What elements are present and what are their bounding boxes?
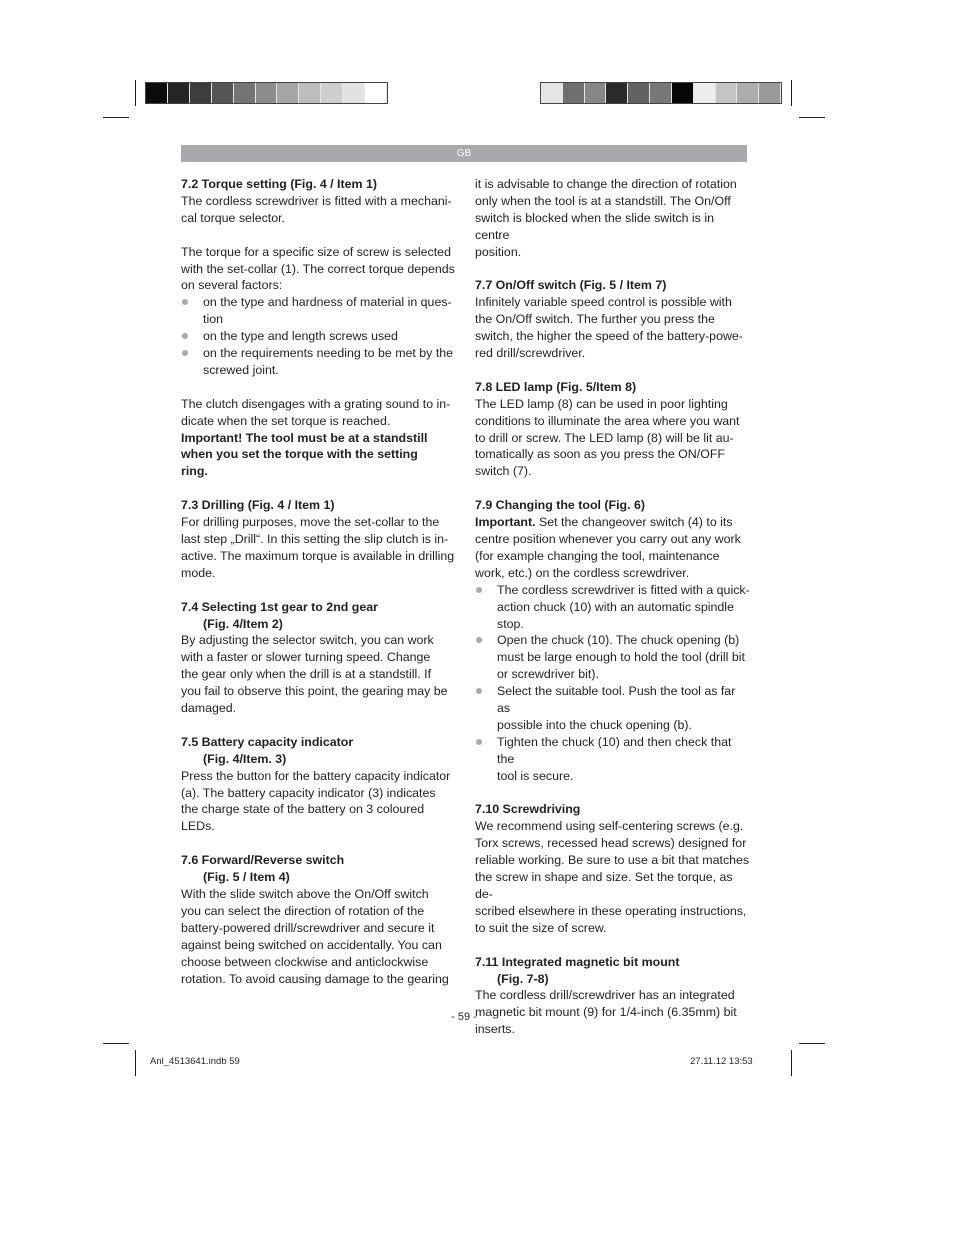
body-line: choose between clockwise and anticlockwise (181, 954, 429, 969)
color-swatch (321, 83, 343, 103)
color-swatch (563, 83, 585, 103)
body-line: switch (7). (475, 464, 532, 479)
body-line: active. The maximum torque is available in drilling (181, 548, 455, 563)
color-swatch (716, 83, 738, 103)
body-line: The LED lamp (8) can be used in poor lighting (475, 396, 728, 411)
body-line: The clutch disengages with a grating sound to in- (181, 396, 451, 411)
body-line: (for example changing the tool, maintenance (475, 548, 720, 563)
body-line: to suit the size of screw. (475, 920, 607, 935)
body-line: The cordless screwdriver is fitted with a mechani- (181, 193, 452, 208)
color-swatch (737, 83, 759, 103)
body-line: The cordless drill/screwdriver has an integrated (475, 988, 735, 1003)
right-column (475, 176, 751, 1038)
color-swatch (343, 83, 365, 103)
language-label: GB (456, 148, 472, 159)
body-line: mode. (181, 565, 216, 580)
body-line: on several factors: (181, 278, 283, 293)
bullet-list (181, 294, 456, 379)
left-column (181, 176, 456, 987)
color-swatch (365, 83, 387, 103)
body-line: Press the button for the battery capacity indicator (181, 768, 451, 783)
color-swatch (277, 83, 299, 103)
color-swatch (541, 83, 563, 103)
body-line: By adjusting the selector switch, you can work (181, 633, 434, 648)
body-line: last step „Drill“. In this setting the slip clutch is in- (181, 531, 449, 546)
section-heading-7-9: 7.9 Changing the tool (Fig. 6) (475, 498, 646, 513)
body-line: For drilling purposes, move the set-collar to the (181, 515, 440, 530)
body-line: Infinitely variable speed control is possible with (475, 295, 732, 310)
color-swatch (256, 83, 278, 103)
color-swatch (628, 83, 650, 103)
crop-mark (791, 80, 792, 106)
body-line: work, etc.) on the cordless screwdriver. (475, 565, 690, 580)
body-line: switch, the higher the speed of the battery-powe- (475, 329, 743, 344)
body-line: scribed elsewhere in these operating instructions, (475, 903, 747, 918)
page-number: - 59 - (451, 1011, 477, 1023)
body-line: battery-powered drill/screwdriver and secure it (181, 920, 435, 935)
body-line: only when the tool is at a standstill. The On/Off (475, 193, 731, 208)
body-line: conditions to illuminate the area where you want (475, 413, 740, 428)
section-heading-7-5: 7.5 Battery capacity indicator (Fig. 4/Item. 3) (181, 734, 354, 766)
color-swatch (585, 83, 607, 103)
color-swatch (146, 83, 168, 103)
color-swatch (694, 83, 716, 103)
section-heading-7-7: 7.7 On/Off switch (Fig. 5 / Item 7) (475, 278, 667, 293)
body-line: the gear only when the drill is at a standstill. If (181, 667, 432, 682)
body-line: reliable working. Be sure to use a bit that matches (475, 853, 750, 868)
color-bar-left (145, 82, 388, 104)
body-line: dicate when the set torque is reached. (181, 413, 391, 428)
color-swatch (672, 83, 694, 103)
color-bar-right (540, 82, 782, 104)
body-line: With the slide switch above the On/Off switch (181, 886, 429, 901)
body-line: you can select the direction of rotation of the (181, 903, 425, 918)
important-label: Important. (475, 515, 536, 530)
section-heading-7-3: 7.3 Drilling (Fig. 4 / Item 1) (181, 498, 335, 513)
crop-mark (135, 80, 136, 106)
body-line: damaged. (181, 701, 237, 716)
color-swatch (190, 83, 212, 103)
color-swatch (234, 83, 256, 103)
body-line: The torque for a specific size of screw is selected (181, 244, 451, 259)
body-line: LEDs. (181, 819, 215, 834)
section-heading-7-6: 7.6 Forward/Reverse switch (Fig. 5 / Item 4) (181, 853, 345, 885)
body-line: We recommend using self-centering screws (e.g. (475, 819, 744, 834)
color-swatch (168, 83, 190, 103)
language-header (181, 145, 747, 162)
crop-mark (791, 1050, 792, 1076)
body-line: (a). The battery capacity indicator (3) indicates (181, 785, 436, 800)
list-item: Tighten the chuck (10) and then check that the tool is secure. (475, 734, 751, 785)
list-item: on the requirements needing to be met by the screwed joint. (181, 345, 456, 379)
body-line: Important. Set the changeover switch (4) to its (475, 515, 733, 530)
body-line: inserts. (475, 1022, 515, 1037)
list-item: on the type and length screws used (181, 328, 456, 345)
list-item: The cordless screwdriver is fitted with a quick- action chuck (10) with an automatic spindle stop. (475, 582, 751, 633)
body-line: the charge state of the battery on 3 coloured (181, 802, 425, 817)
body-line: the On/Off switch. The further you press the (475, 312, 715, 327)
body-line: Torx screws, recessed head screws) designed for (475, 836, 747, 851)
important-note: Important! The tool must be at a standstill when you set the torque with the setting ring. (181, 430, 428, 479)
body-line: to drill or screw. The LED lamp (8) will be lit au- (475, 430, 734, 445)
print-slug-date: 27.11.12 13:53 (690, 1056, 753, 1067)
body-line: switch is blocked when the slide switch is in centre (475, 210, 714, 242)
list-item: Select the suitable tool. Push the tool as far as possible into the chuck opening (b). (475, 683, 751, 734)
crop-mark (103, 1043, 129, 1044)
body-line: you fail to observe this point, the gearing may be (181, 684, 448, 699)
body-line: the screw in shape and size. Set the torque, as de- (475, 870, 733, 901)
body-line: position. (475, 244, 522, 259)
body-line: tomatically as soon as you press the ON/OFF (475, 447, 725, 462)
crop-mark (135, 1050, 136, 1076)
body-line: against being switched on accidentally. You can (181, 937, 442, 952)
body-line: it is advisable to change the direction of rotation (475, 177, 737, 191)
body-line: magnetic bit mount (9) for 1/4-inch (6.35mm) bit (475, 1005, 737, 1020)
section-heading-7-2: 7.2 Torque setting (Fig. 4 / Item 1) (181, 177, 377, 191)
section-heading-7-11: 7.11 Integrated magnetic bit mount (Fig. 7-8) (475, 954, 680, 986)
bullet-list (475, 582, 751, 785)
color-swatch (759, 83, 781, 103)
body-line: red drill/screwdriver. (475, 346, 586, 361)
section-heading-7-10: 7.10 Screwdriving (475, 802, 581, 817)
color-swatch (212, 83, 234, 103)
color-swatch (299, 83, 321, 103)
body-line: centre position whenever you carry out any work (475, 531, 741, 546)
crop-mark (103, 117, 129, 118)
body-line: with the set-collar (1). The correct torque depends (181, 261, 455, 276)
body-line: rotation. To avoid causing damage to the gearing (181, 971, 449, 986)
crop-mark (799, 117, 825, 118)
crop-mark (799, 1043, 825, 1044)
body-line: cal torque selector. (181, 210, 286, 225)
body-line: with a faster or slower turning speed. Change (181, 650, 431, 665)
section-heading-7-4: 7.4 Selecting 1st gear to 2nd gear (Fig. 4/Item 2) (181, 599, 378, 631)
list-item: Open the chuck (10). The chuck opening (b) must be large enough to hold the tool (drill bit or screwdriver bit). (475, 632, 751, 683)
list-item: on the type and hardness of material in ques- tion (181, 294, 456, 328)
print-slug-file: Anl_4513641.indb 59 (150, 1056, 240, 1067)
section-heading-7-8: 7.8 LED lamp (Fig. 5/Item 8) (475, 379, 637, 394)
color-swatch (650, 83, 672, 103)
color-swatch (606, 83, 628, 103)
